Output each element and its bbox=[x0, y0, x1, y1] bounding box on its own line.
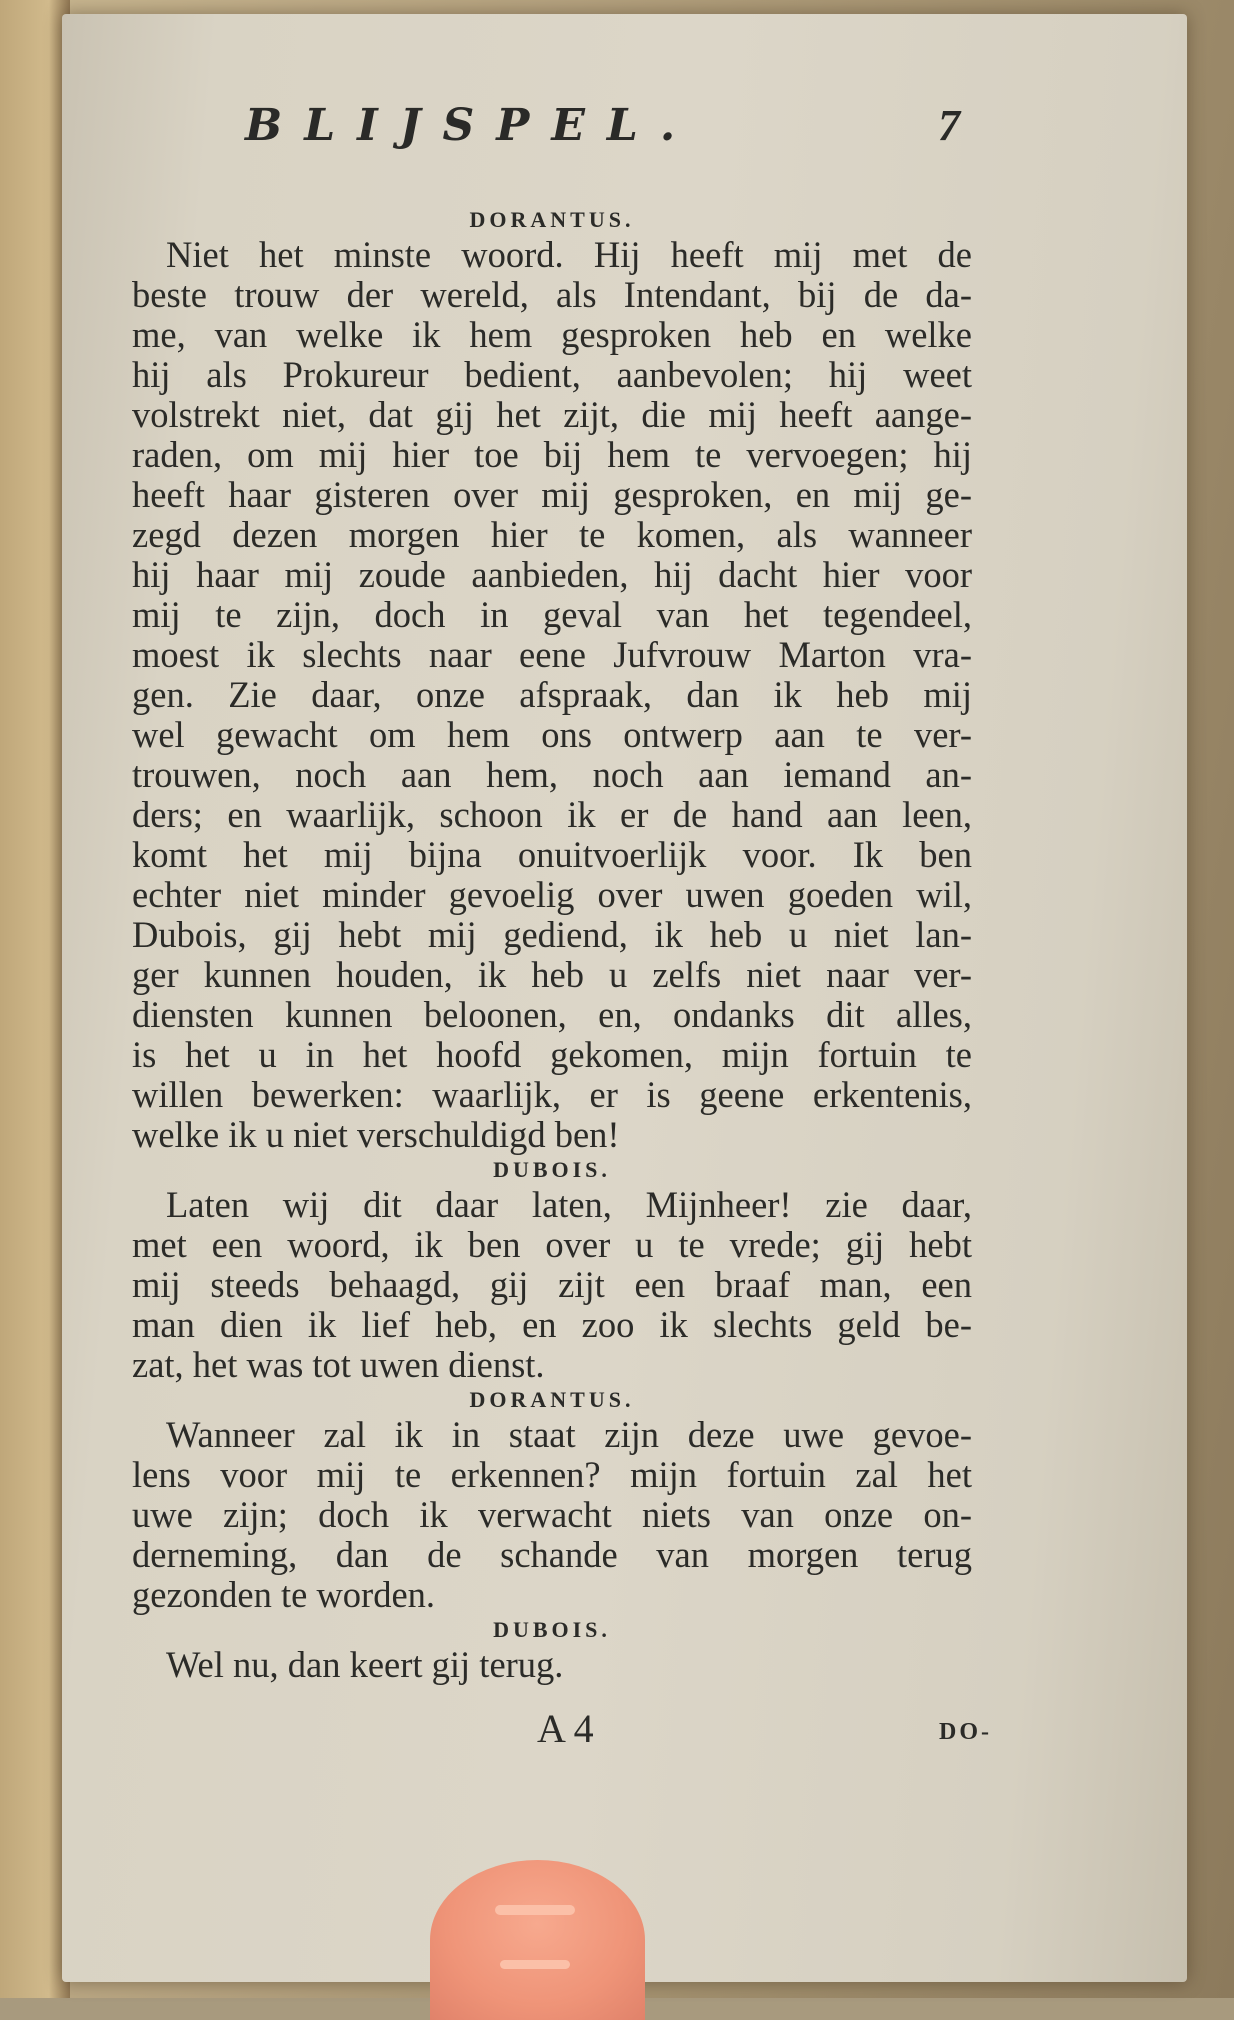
page-number: 7 bbox=[938, 100, 960, 150]
text-line: wel gewacht om hem ons ontwerp aan te ver- bbox=[132, 714, 972, 755]
text-line: Dubois, gij hebt mij gediend, ik heb u niet lan- bbox=[132, 914, 972, 955]
page-footer bbox=[132, 1705, 992, 1765]
text-line: man dien ik lief heb, en zoo ik slechts geld be- bbox=[132, 1304, 972, 1345]
text-line: zat, het was tot uwen dienst. bbox=[132, 1344, 545, 1385]
speaker-name: DUBOIS. bbox=[493, 1157, 611, 1182]
signature-mark: A 4 bbox=[537, 1706, 594, 1751]
speaker-name: DUBOIS. bbox=[493, 1617, 611, 1642]
text-line: uwe zijn; doch ik verwacht niets van onze on- bbox=[132, 1494, 972, 1535]
text-line: mij te zijn, doch in geval van het tegendeel, bbox=[132, 594, 972, 635]
page-header bbox=[245, 90, 960, 160]
text-line: echter niet minder gevoelig over uwen goeden wil, bbox=[132, 874, 972, 915]
text-line: ders; en waarlijk, schoon ik er de hand aan leen, bbox=[132, 794, 972, 835]
text-line: trouwen, noch aan hem, noch aan iemand an- bbox=[132, 754, 972, 795]
thumbnail-highlight bbox=[495, 1905, 575, 1915]
text-line: derneming, dan de schande van morgen terug bbox=[132, 1534, 972, 1575]
left-page-edge bbox=[0, 0, 70, 1998]
text-line: ger kunnen houden, ik heb u zelfs niet naar ver- bbox=[132, 954, 972, 995]
text-line: welke ik u niet verschuldigd ben! bbox=[132, 1114, 620, 1155]
speaker-name: DORANTUS. bbox=[469, 1387, 635, 1412]
thumbnail-highlight bbox=[500, 1960, 570, 1969]
text-line: willen bewerken: waarlijk, er is geene erkentenis, bbox=[132, 1074, 972, 1115]
text-line: Wanneer zal ik in staat zijn deze uwe gevoe- bbox=[166, 1414, 972, 1455]
running-head: BLIJSPEL. bbox=[245, 99, 698, 151]
text-line: diensten kunnen beloonen, en, ondanks dit alles, bbox=[132, 994, 972, 1035]
text-line: mij steeds behaagd, gij zijt een braaf man, een bbox=[132, 1264, 972, 1305]
play-text bbox=[132, 205, 972, 1685]
text-line: moest ik slechts naar eene Jufvrouw Marton vra- bbox=[132, 634, 972, 675]
text-line: Laten wij dit daar laten, Mijnheer! zie daar, bbox=[166, 1184, 972, 1225]
text-line: beste trouw der wereld, als Intendant, bij de da- bbox=[132, 274, 972, 315]
text-line: gen. Zie daar, onze afspraak, dan ik heb mij bbox=[132, 674, 972, 715]
text-line: Wel nu, dan keert gij terug. bbox=[166, 1644, 564, 1685]
text-line: raden, om mij hier toe bij hem te vervoegen; hij bbox=[132, 434, 972, 475]
text-line: zegd dezen morgen hier te komen, als wanneer bbox=[132, 514, 972, 555]
text-line: heeft haar gisteren over mij gesproken, en mij ge- bbox=[132, 474, 972, 515]
speaker-name: DORANTUS. bbox=[469, 207, 635, 232]
text-line: hij haar mij zoude aanbieden, hij dacht hier voor bbox=[132, 554, 972, 595]
text-line: volstrekt niet, dat gij het zijt, die mij heeft aange- bbox=[132, 394, 972, 435]
text-line: hij als Prokureur bedient, aanbevolen; hij weet bbox=[132, 354, 972, 395]
thumb-holding-page bbox=[430, 1860, 645, 2020]
text-line: komt het mij bijna onuitvoerlijk voor. Ik ben bbox=[132, 834, 972, 875]
text-line: met een woord, ik ben over u te vrede; gij hebt bbox=[132, 1224, 972, 1265]
text-line: Niet het minste woord. Hij heeft mij met de bbox=[166, 234, 972, 275]
text-line: me, van welke ik hem gesproken heb en welke bbox=[132, 314, 972, 355]
catchword: DO- bbox=[939, 1719, 992, 1745]
text-line: is het u in het hoofd gekomen, mijn fortuin te bbox=[132, 1034, 972, 1075]
text-line: lens voor mij te erkennen? mijn fortuin zal het bbox=[132, 1454, 972, 1495]
text-line: gezonden te worden. bbox=[132, 1574, 436, 1615]
